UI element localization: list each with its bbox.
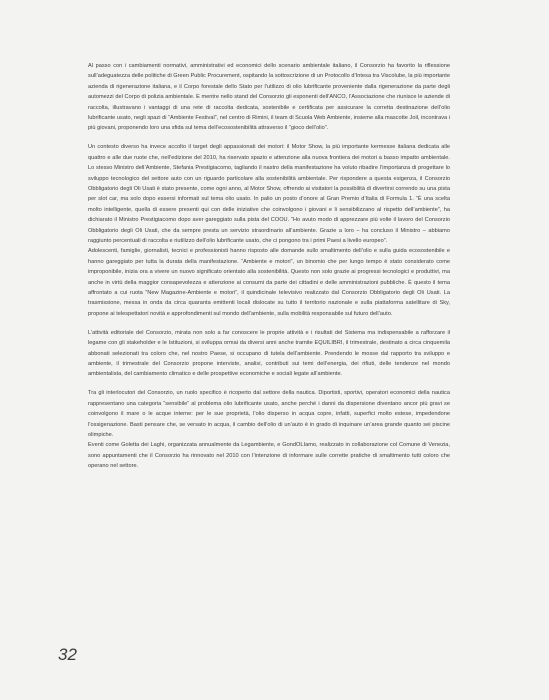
paragraph-ambiente-motori: Adolescenti, famiglie, giornalisti, tecnici e professionisti hanno risposto alle domande sullo smaltimento dell’olio e sulla guida ecosostenibile e hanno gareggiato per tutta la durata della manifestazione. “Ambiente e motori”, un binomio che per lungo tempo è stato considerato come improponibile, inizia ora a vivere un nuovo significato orientato alla sostenibilità. Questo non solo grazie ai progressi tecnologici e produttivi, ma anche in virtù della maggior consapevolezza e attenzione ai consumi da parte dei cittadini e delle amministrazioni pubbliche. È questo il tema affrontato a cui ruota “New Magazine-Ambiente e motori”, il quindicinale televisivo realizzato dal Consorzio Obbligatorio degli Oli Usati. La trasmissione, messa in onda da circa quaranta emittenti locali dislocate su tutto il territorio nazionale e sulla piattaforma satellitare di Sky, propone ai telespettatori novità e approfondimenti sul mondo dell’ambiente, sulla mobilità responsabile sul futuro dell’auto. (88, 248, 450, 317)
paragraph-green-procurement: Al passo con i cambiamenti normativi, amministrativi ed economici dello scenario ambientale italiano, il Consorzio ha favorito la riflessione sull’adeguatezza delle politiche di Green Public Procurement, ospitando la sottoscrizione di un Protocollo d’Intesa tra Viscolube, la più importante azienda di rigenerazione italiana, e il Corpo forestale dello Stato per l’utilizzo di olio lubrificante proveniente dalla rigenerazione da parte degli automezzi del Corpo di polizia ambientale. E mentre nello stand del Consorzio gli esponenti dell’ANCO, l’Associazione che riunisce le aziende di raccolta, illustravano i vantaggi di una rete di raccolta dedicata, sostenibile e certificata per assicurare la corretta destinazione dell’olio lubrificante usato, negli spazi di “Ambiente Festival”, nel centro di Rimini, il team di Scuola Web Ambiente, insieme alla mascotte Joil, incontrava i più giovani, proponendo loro una sfida sul tema dell’ecosostenibilità attraverso il “gioco dell’olio”. (88, 63, 450, 132)
article-body (88, 61, 450, 480)
paragraph-eventi: Eventi come Goletta dei Laghi, organizzata annualmente da Legambiente, e GondOLIamo, realizzato in collaborazione col Comune di Venezia, sono appuntamenti che il Consorzio ha rinnovato nel 2010 con l’intenzione di informare sulle corrette pratiche di smaltimento tutti coloro che operano nel settore. (88, 442, 450, 470)
paragraph-motor-show: Un contesto diverso ha invece accolto il target degli appassionati dei motori: il Motor Show, la più importante kermesse italiana dedicata alle quattro e alle due ruote che, nell’edizione del 2010, ha riservato spazio e attenzione alla nuova frontiera dei motori a basso impatto ambientale. Lo stesso Ministro dell’Ambiente, Stefania Prestigiacomo, tagliando il nastro della manifestazione ha voluto ribadire l’importanza di progettare lo sviluppo tecnologico del settore auto con un riguardo particolare alla sostenibilità ambientale. Per rispondere a questa esigenza, il Consorzio Obbligatorio degli Oli Usati è stato presente, come ogni anno, al Motor Show, offrendo ai visitatori la possibilità di divertirsi correndo su una pista per slot car, ma solo dopo essersi informati sul tema olio usato. In palio un posto d’onore al Gran Premio d’Italia di Formula 1. “È una scelta molto intelligente, quella di essere presenti qui con delle iniziative che coinvolgono i giovani e li sensibilizzano al rispetto dell’ambiente”, ha dichiarato il Ministro Prestigiacomo dopo aver gareggiato sulla pista del COOU. “Ho avuto modo di apprezzare più volte il lavoro del Consorzio Obbligatorio degli Oli Usati, che da sempre presta un servizio straordinario all’ambiente. Grazie a loro – ha concluso il Ministro – abbiamo raggiunto percentuali di raccolta e riutilizzo dell’olio lubrificante usato, che ci pongono tra i primi Paesi a livello europeo”. (88, 144, 450, 244)
paragraph-equilibri: L’attività editoriale del Consorzio, mirata non solo a far conoscere le proprie attività e i risultati del Sistema ma indispensabile a rafforzare il legame con gli stakeholder e le Istituzioni, si sviluppa ormai da diversi anni anche tramite EQUILIBRI, il trimestrale, destinato a circa cinquemila abbonati selezionati tra coloro che, nel nostro Paese, si occupano di tutela dell’ambiente. Prendendo le mosse dal rapporto tra sviluppo e ambiente, il trimestrale del Consorzio propone interviste, analisi, contributi sui temi dell’energia, dei rifiuti, delle tendenze nel mondo ambientalista, del cambiamento climatico e delle prospettive economiche e sociali legate all’ambiente. (88, 329, 450, 378)
page-number: 32 (58, 645, 77, 664)
paragraph-nautica: Tra gli interlocutori del Consorzio, un ruolo specifico è ricoperto dal settore della nautica. Diportisti, sportivi, operatori economici della nautica rappresentano una categoria “sensibile” al problema olio lubrificante usato, anche perché i danni da dispersione diventano ancor più gravi se coinvolgono il mare o le acque interne: per le sue proprietà, l’olio disperso in acqua copre, infatti, superfici molto estese, impedendone l’ossigenazione. Basti pensare che, se versato in acqua, il cambio dell’olio di un’auto è in grado di inquinare un’area grande quanto sei piscine olimpiche. (88, 390, 450, 438)
